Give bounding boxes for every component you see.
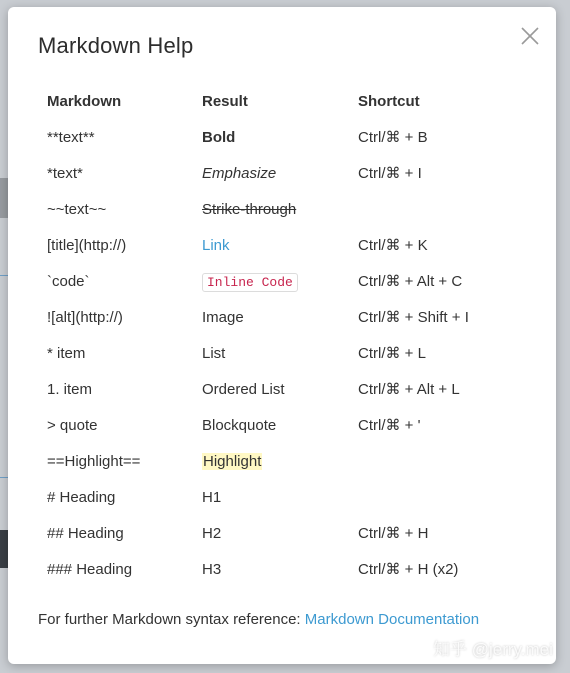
markdown-syntax: ==Highlight==: [47, 452, 141, 470]
result-highlight: Highlight: [203, 452, 262, 470]
markdown-syntax: * item: [47, 344, 86, 362]
shortcut: Ctrl/⌘ + Shift + I: [358, 309, 469, 326]
table-row: [38, 335, 538, 371]
footer-text: For further Markdown syntax reference:: [38, 611, 305, 628]
result-link[interactable]: Link: [202, 236, 230, 254]
footer-reference: [38, 611, 479, 628]
shortcut: Ctrl/⌘ + H: [358, 525, 429, 542]
table-row: [38, 551, 538, 587]
result-image: Image: [202, 308, 244, 326]
header-markdown: Markdown: [47, 92, 122, 110]
modal-title: Markdown Help: [38, 33, 194, 58]
markdown-syntax: # Heading: [47, 488, 116, 506]
markdown-syntax: > quote: [47, 416, 98, 434]
background-text-fragment: [0, 178, 8, 218]
table-row: [38, 515, 538, 551]
table-header-row: [38, 83, 538, 119]
result-inline-code: Inline Code: [202, 273, 298, 292]
markdown-syntax: **text**: [47, 128, 95, 146]
table-row: [38, 299, 538, 335]
table-row: [38, 155, 538, 191]
markdown-documentation-link[interactable]: Markdown Documentation: [304, 611, 480, 628]
markdown-syntax: ~~text~~: [47, 200, 107, 218]
shortcut: Ctrl/⌘ + K: [358, 237, 428, 254]
result-emphasize: Emphasize: [202, 164, 277, 182]
markdown-help-table: [38, 83, 538, 587]
shortcut: Ctrl/⌘ + H (x2): [358, 561, 459, 578]
close-icon: [518, 24, 542, 48]
markdown-syntax: ### Heading: [47, 560, 133, 578]
shortcut: Ctrl/⌘ + ': [358, 417, 421, 434]
shortcut: [349, 479, 538, 515]
result-blockquote: Blockquote: [202, 416, 277, 434]
header-result: Result: [202, 92, 248, 110]
markdown-help-modal: [8, 7, 556, 664]
table-row: [38, 371, 538, 407]
table-row: [38, 263, 538, 299]
background-text-fragment: [0, 530, 8, 568]
result-ordered-list: Ordered List: [202, 380, 285, 398]
markdown-syntax: *text*: [47, 164, 83, 182]
result-bold: Bold: [202, 128, 236, 146]
table-row: [38, 407, 538, 443]
result-strike-through: Strike-through: [202, 200, 297, 218]
table-row: [38, 479, 538, 515]
markdown-syntax: `code`: [47, 272, 90, 290]
shortcut: [349, 191, 538, 227]
markdown-syntax: ![alt](http://): [47, 308, 123, 326]
result-h2: H2: [202, 524, 222, 542]
table-row: [38, 443, 538, 479]
markdown-syntax: 1. item: [47, 380, 93, 398]
shortcut: Ctrl/⌘ + L: [358, 345, 426, 362]
shortcut: Ctrl/⌘ + Alt + L: [358, 381, 460, 398]
result-h3: H3: [202, 560, 222, 578]
result-h1: H1: [202, 488, 222, 506]
table-row: [38, 191, 538, 227]
shortcut: Ctrl/⌘ + B: [358, 129, 428, 146]
table-row: [38, 227, 538, 263]
shortcut: Ctrl/⌘ + Alt + C: [358, 273, 463, 290]
table-row: [38, 119, 538, 155]
shortcut: Ctrl/⌘ + I: [358, 165, 422, 182]
markdown-syntax: ## Heading: [47, 524, 124, 542]
result-list: List: [202, 344, 226, 362]
markdown-syntax: [title](http://): [47, 236, 127, 254]
close-button[interactable]: [518, 24, 542, 48]
header-shortcut: Shortcut: [358, 92, 420, 110]
watermark: 知乎 @jerry.mei: [433, 640, 553, 659]
shortcut: [349, 443, 538, 479]
